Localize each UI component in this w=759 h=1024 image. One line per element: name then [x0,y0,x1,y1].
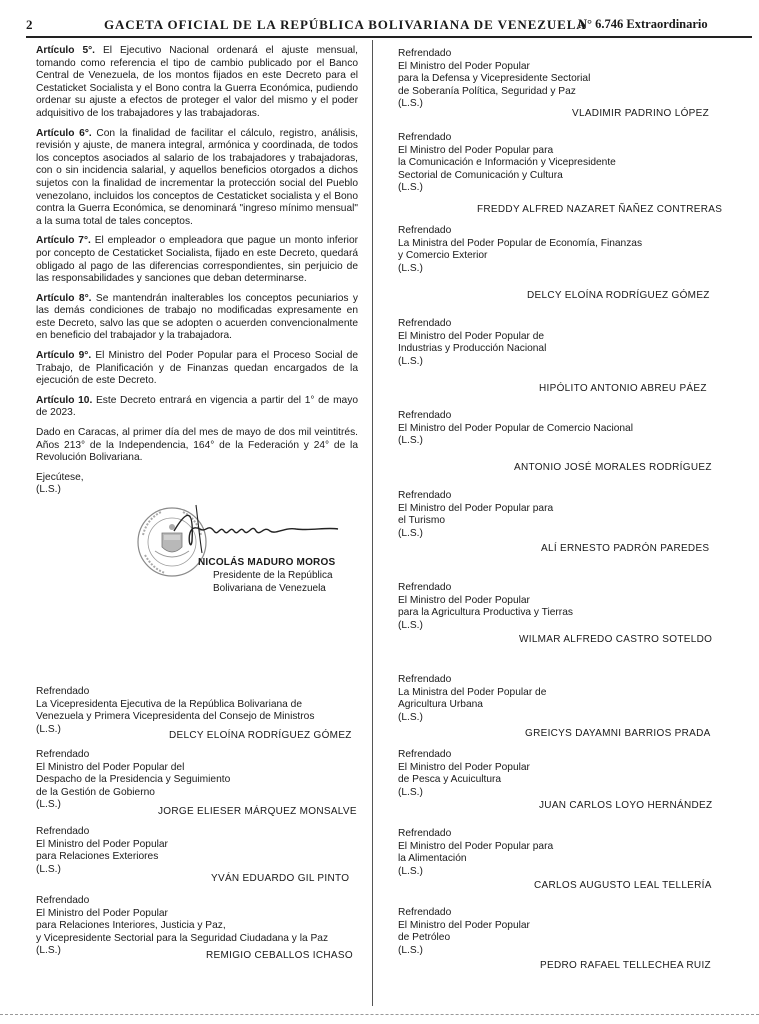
header-rule [26,36,752,38]
minister-name: ANTONIO JOSÉ MORALES RODRÍGUEZ [514,462,712,473]
refrendo-right-3: Refrendado La Ministra del Poder Popular de Economía, Finanzas y Comercio Exterior (L.S.) [398,225,643,274]
minister-name: WILMAR ALFREDO CASTRO SOTELDO [519,634,713,645]
refrendo-right-4: Refrendado El Ministro del Poder Popular de Industrias y Producción Nacional (L.S.) [398,318,547,367]
page-number: 2 [26,17,33,32]
bottom-dashed-rule [0,1014,759,1015]
minister-name: YVÁN EDUARDO GIL PINTO [211,873,350,884]
minister-name: REMIGIO CEBALLOS ICHASO [206,950,353,961]
refrendo-right-11: Refrendado El Ministro del Poder Popular de Petróleo (L.S.) [398,907,530,956]
minister-name: GREICYS DAYAMNI BARRIOS PRADA [525,728,711,739]
minister-name: DELCY ELOÍNA RODRÍGUEZ GÓMEZ [169,730,352,741]
signature-stroke-icon [166,501,346,561]
refrendo-right-6: Refrendado El Ministro del Poder Popular para el Turismo (L.S.) [398,490,554,539]
refrendo-left-1: Refrendado La Vicepresidenta Ejecutiva de la República Bolivariana de Venezuela y Primera Vicepresidenta del Consejo de Ministros (L.S.) [36,686,315,735]
gazette-title: GACETA OFICIAL DE LA REPÚBLICA BOLIVARIANA DE VENEZUELA [104,17,587,32]
minister-name: FREDDY ALFRED NAZARET ÑAÑEZ CONTRERAS [477,204,723,215]
minister-name: HIPÓLITO ANTONIO ABREU PÁEZ [539,383,707,394]
ejecutese: Ejecútese, (L.S.) [36,471,84,496]
refrendo-right-9: Refrendado El Ministro del Poder Popular de Pesca y Acuicultura (L.S.) [398,749,530,798]
president-signature-block [36,501,358,619]
minister-name: VLADIMIR PADRINO LÓPEZ [572,108,709,119]
issue-number: N° 6.746 Extraordinario [578,17,708,31]
gazette-header [0,0,759,40]
refrendo-left-3: Refrendado El Ministro del Poder Popular para Relaciones Exteriores (L.S.) [36,826,168,875]
refrendo-left-2: Refrendado El Ministro del Poder Popular del Despacho de la Presidencia y Seguimiento de la Gestión de Gobierno (L.S.) [36,749,231,811]
minister-name: ALÍ ERNESTO PADRÓN PAREDES [541,543,710,554]
minister-name: JUAN CARLOS LOYO HERNÁNDEZ [539,800,713,811]
minister-name: CARLOS AUGUSTO LEAL TELLERÍA [534,880,712,891]
refrendo-right-1: Refrendado El Ministro del Poder Popular para la Defensa y Vicepresidente Sectorial de Soberanía Política, Seguridad y Paz (L.S.) [398,48,591,110]
minister-name: DELCY ELOÍNA RODRÍGUEZ GÓMEZ [527,290,710,301]
article-5: Artículo 5°. El Ejecutivo Nacional ordenará el ajuste mensual, tomando como referencia el tipo de cambio publicado por el Banco Central de Venezuela, de los montos fijados en este Decreto para el Cestaticket Socialista y el Bono contra la Guerra Económica, pudiendo ordenar su ajuste a efectos de proteger el valor del mismo y el poder adquisitivo de los trabajadores y las trabajadoras. [36,45,358,119]
article-7: Artículo 7°. El empleador o empleadora que pague un monto inferior por concepto de Cestaticket Socialista, fijado en este Decreto, quedará obligado al pago de las diferencias correspondientes, sin perjuicio de las responsabilidades y sanciones que deban determinarse. [36,235,358,285]
minister-name: PEDRO RAFAEL TELLECHEA RUIZ [540,960,711,971]
closing-paragraph: Dado en Caracas, al primer día del mes de mayo de dos mil veintitrés. Años 213° de la Independencia, 164° de la Federación y 24° de la Revolución Bolivariana. [36,427,358,464]
refrendo-right-2: Refrendado El Ministro del Poder Popular para la Comunicación e Información y Vicepresidente Sectorial de Comunicación y Cultura (L.S.) [398,132,616,194]
refrendo-left-4: Refrendado El Ministro del Poder Popular para Relaciones Interiores, Justicia y Paz, y Vicepresidente Sectorial para la Seguridad Ciudadana y la Paz (L.S.) [36,895,329,957]
president-name: NICOLÁS MADURO MOROS [198,557,336,568]
refrendo-right-5: Refrendado El Ministro del Poder Popular de Comercio Nacional (L.S.) [398,410,633,447]
article-8: Artículo 8°. Se mantendrán inalterables los conceptos pecuniarios y las demás condiciones de trabajo no modificadas expresamente en este Decreto, salvo las que se adopten o acuerden convencionalmente en beneficio del trabajador y la trabajadora. [36,292,358,342]
refrendo-right-7: Refrendado El Ministro del Poder Popular para la Agricultura Productiva y Tierras (L.S.) [398,582,573,631]
minister-name: JORGE ELIESER MÁRQUEZ MONSALVE [158,806,357,817]
refrendo-right-10: Refrendado El Ministro del Poder Popular para la Alimentación (L.S.) [398,828,554,877]
president-role: Presidente de la República Bolivariana de Venezuela [213,570,333,594]
refrendo-right-8: Refrendado La Ministra del Poder Popular de Agricultura Urbana (L.S.) [398,674,547,723]
article-10: Artículo 10. Este Decreto entrará en vigencia a partir del 1° de mayo de 2023. [36,394,358,419]
article-6: Artículo 6°. Con la finalidad de facilitar el cálculo, registro, análisis, revisión y ajuste, de manera integral, armónica y coordinada, de todos los conceptos asociados al salario de los trabajadores y trabajadoras, con o sin incidencia salarial, y aquellos beneficios otorgados a dichos sujetos con la finalidad de incrementar la protección social del Pueblo venezolano, incluidos los conceptos de Cestaticket socialista y el Bono contra la Guerra Económica, se denominará "ingreso mínimo mensual" a la suma total de tales conceptos. [36,127,358,227]
left-column [36,45,358,619]
article-9: Artículo 9°. El Ministro del Poder Popular para el Proceso Social de Trabajo, de Planificación y de Finanzas quedan encargados de la ejecución de este Decreto. [36,350,358,387]
column-divider [372,40,373,1006]
